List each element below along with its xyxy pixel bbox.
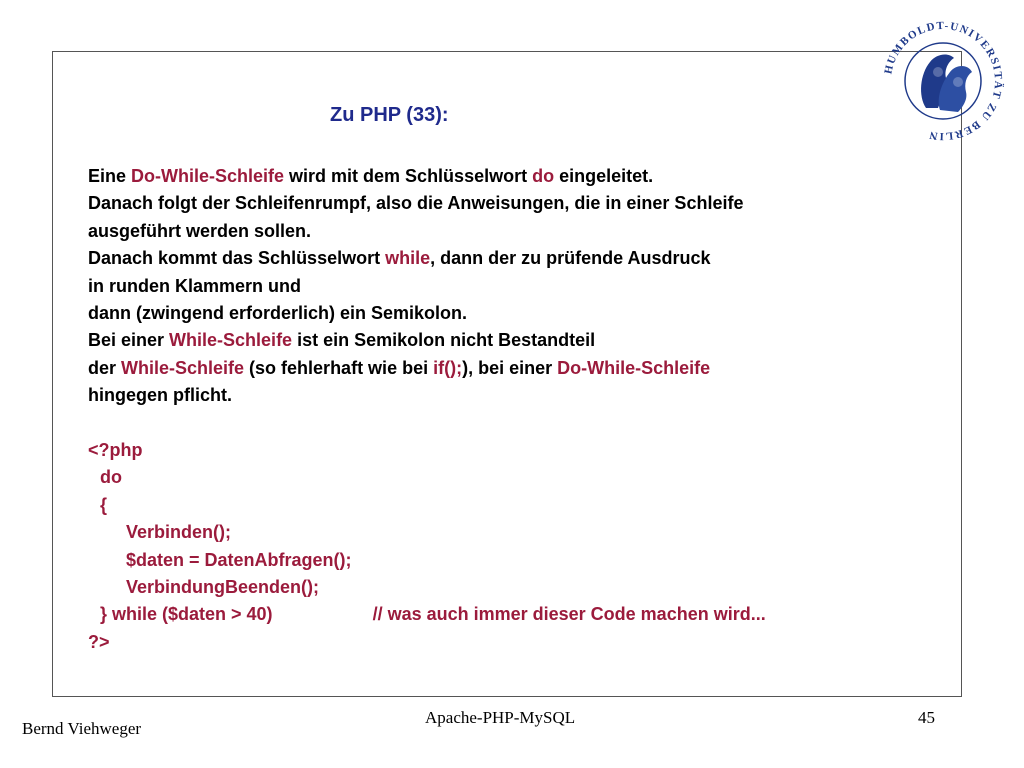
text-run: , dann der zu prüfende Ausdruck [430, 248, 711, 269]
text-run: Bei einer [88, 330, 170, 351]
code-while-condition: } while ($daten > 40) [100, 604, 273, 625]
keyword-highlight: Do-While-Schleife [131, 166, 285, 186]
text-line-7 [88, 327, 948, 354]
code-do-keyword: do [100, 467, 122, 488]
code-comment-text: was auch immer dieser Code machen wird... [387, 604, 766, 625]
text-run: Eine [88, 166, 132, 186]
keyword-highlight: While-Schleife [169, 330, 293, 351]
text-run: dann (zwingend erforderlich) ein Semikolon. [88, 303, 468, 324]
code-statement-2: $daten = DatenAbfragen(); [126, 549, 352, 570]
keyword-highlight: While-Schleife [121, 357, 245, 378]
code-close-tag: ?> [88, 631, 110, 652]
text-line-2 [88, 190, 948, 217]
text-line-6 [88, 300, 948, 327]
university-seal-icon [878, 16, 1008, 146]
text-run: Danach folgt der Schleifenrumpf, also die Anweisungen, die in einer Schleife [88, 193, 744, 214]
slide-body [88, 163, 948, 656]
spacer [88, 410, 948, 437]
keyword-highlight: while [385, 248, 431, 269]
code-statement-3: VerbindungBeenden(); [126, 577, 319, 598]
slide-title: Zu PHP (33): [330, 104, 449, 126]
code-comment-slashes: // [372, 604, 388, 625]
text-line-9 [88, 382, 948, 409]
keyword-highlight: Do-While-Schleife [557, 357, 711, 378]
text-run: ), bei einer [462, 357, 558, 378]
text-line-3 [88, 218, 948, 245]
footer-course: Apache-PHP-MySQL [425, 708, 576, 727]
text-run: (so fehlerhaft wie bei [244, 357, 434, 378]
footer-author: Bernd Viehweger [22, 719, 142, 738]
svg-text:HUMBOLDT-UNIVERSITÄT ZU BERLIN: HUMBOLDT-UNIVERSITÄT ZU BERLIN [882, 19, 1005, 143]
text-run: ist ein Semikolon nicht Bestandteil [292, 330, 596, 351]
text-line-1 [88, 163, 948, 190]
code-while-line [88, 601, 948, 628]
code-statement-1: Verbinden(); [126, 522, 232, 543]
code-open-tag: <?php [88, 440, 143, 461]
text-run: Danach kommt das Schlüsselwort [88, 248, 386, 269]
text-line-8 [88, 355, 948, 382]
text-line-5 [88, 273, 948, 300]
text-run: eingeleitet. [554, 166, 654, 186]
footer-page-number: 45 [918, 708, 935, 727]
text-run: wird mit dem Schlüsselwort [284, 166, 533, 186]
keyword-highlight: do [532, 166, 555, 186]
text-run: in runden Klammern und [88, 275, 302, 296]
text-run: hingegen pflicht. [88, 385, 232, 406]
keyword-highlight: if(); [433, 357, 463, 378]
text-line-4 [88, 245, 948, 272]
code-open-brace: { [100, 494, 108, 515]
text-run: der [88, 357, 122, 378]
text-run: ausgeführt werden sollen. [88, 220, 312, 241]
